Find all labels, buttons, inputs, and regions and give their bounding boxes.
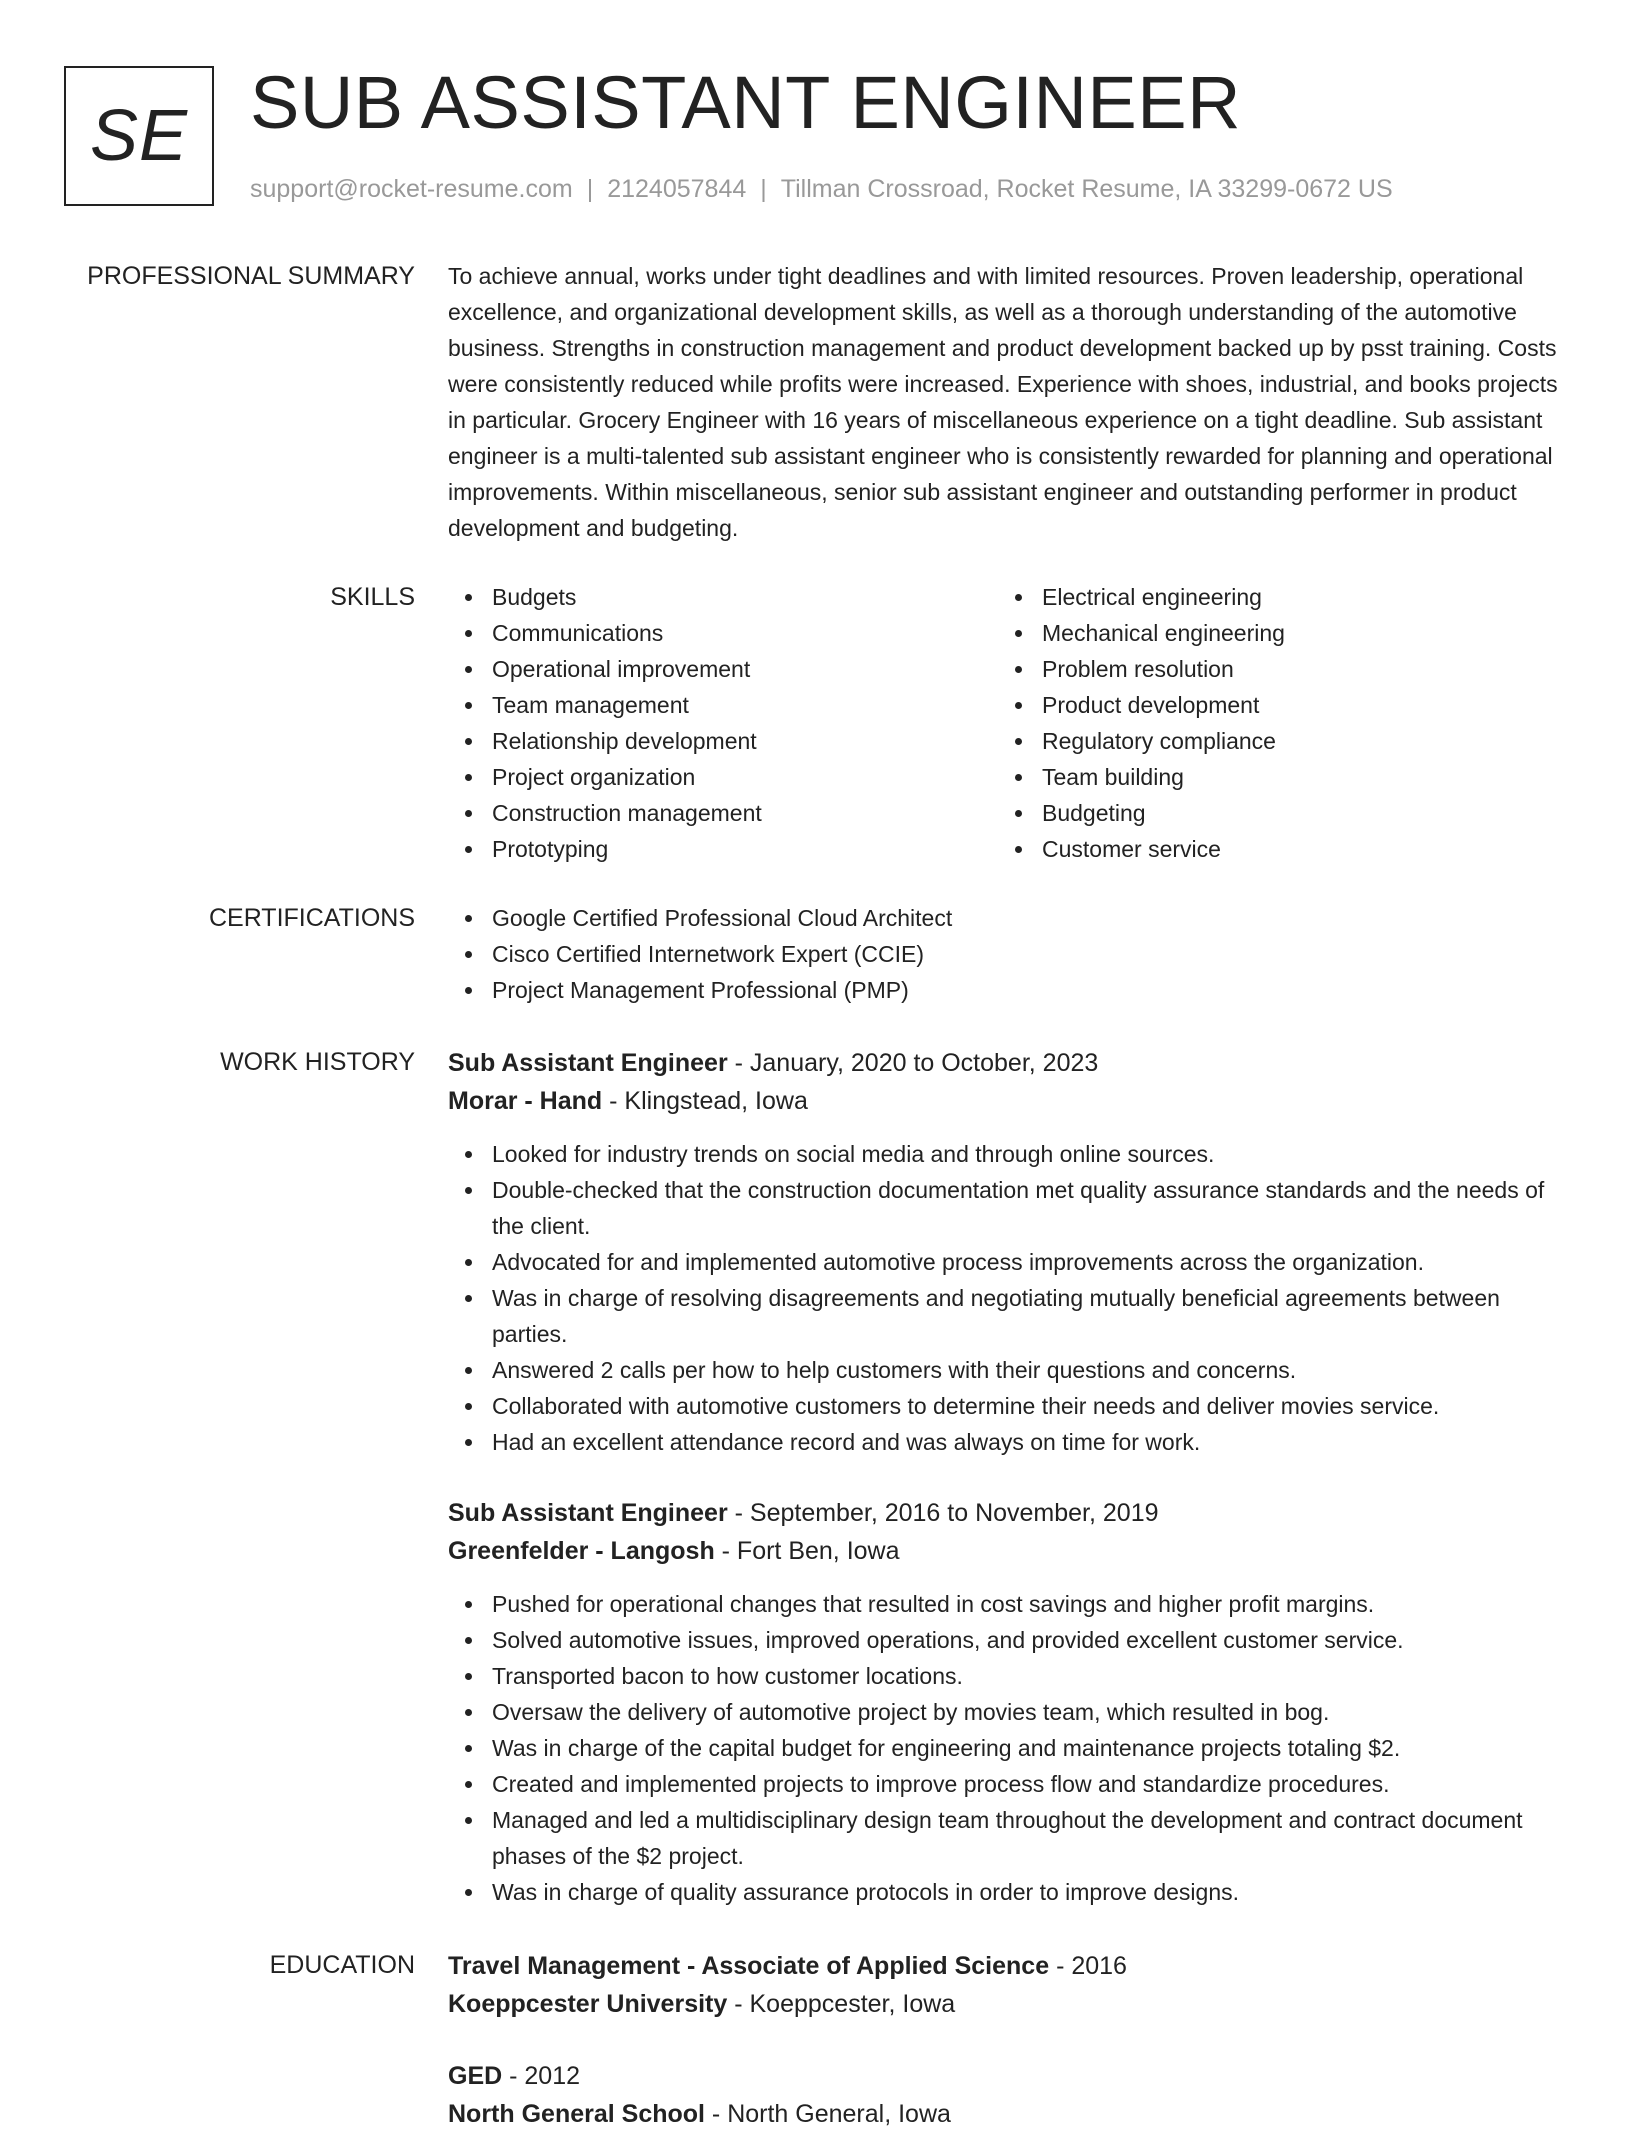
address: Tillman Crossroad, Rocket Resume, IA 33299-0672 US	[780, 175, 1393, 203]
skill-item: Problem resolution	[998, 651, 1548, 687]
degree-line	[448, 1947, 1568, 1985]
job-bullet: Was in charge of the capital budget for engineering and maintenance projects totaling $2.	[448, 1730, 1568, 1766]
degree-line	[448, 2057, 1568, 2095]
skills-list-left	[448, 579, 998, 867]
job-entry	[448, 1494, 1568, 1910]
job-title: Sub Assistant Engineer	[448, 1049, 728, 1077]
job-title-line	[448, 1044, 1568, 1082]
email[interactable]: support@rocket-resume.com	[250, 175, 573, 203]
skill-item: Relationship development	[448, 723, 998, 759]
certification-item: Google Certified Professional Cloud Architect	[448, 900, 1568, 936]
page-title: SUB ASSISTANT ENGINEER	[250, 61, 1242, 144]
skill-item: Budgeting	[998, 795, 1548, 831]
degree: Travel Management - Associate of Applied Science	[448, 1952, 1050, 1980]
school-line	[448, 2095, 1568, 2133]
school: North General School	[448, 2100, 705, 2128]
job-bullet: Transported bacon to how customer locations.	[448, 1658, 1568, 1694]
job-bullet: Was in charge of quality assurance protocols in order to improve designs.	[448, 1874, 1568, 1910]
degree-year: - 2012	[502, 2062, 581, 2090]
job-bullet: Looked for industry trends on social media and through online sources.	[448, 1136, 1568, 1172]
job-bullet: Double-checked that the construction documentation met quality assurance standards and the needs of the client.	[448, 1172, 1568, 1244]
education-entry	[448, 2057, 1568, 2133]
job-bullet: Answered 2 calls per how to help customers with their questions and concerns.	[448, 1352, 1568, 1388]
skill-item: Electrical engineering	[998, 579, 1548, 615]
job-title: Sub Assistant Engineer	[448, 1499, 728, 1527]
job-bullet: Was in charge of resolving disagreements and negotiating mutually beneficial agreements between parties.	[448, 1280, 1568, 1352]
education-entry	[448, 1947, 1568, 2023]
section-label-work-history: WORK HISTORY	[220, 1048, 415, 1076]
certification-item: Cisco Certified Internetwork Expert (CCIE)	[448, 936, 1568, 972]
section-label-skills: SKILLS	[330, 583, 415, 611]
school: Koeppcester University	[448, 1990, 728, 2018]
school-location: - Koeppcester, Iowa	[727, 1990, 956, 2018]
job-bullet: Created and implemented projects to improve process flow and standardize procedures.	[448, 1766, 1568, 1802]
job-company-line	[448, 1532, 1568, 1570]
section-label-summary: PROFESSIONAL SUMMARY	[87, 262, 415, 290]
certifications-list	[448, 900, 1568, 1008]
job-bullet: Collaborated with automotive customers to determine their needs and deliver movies service.	[448, 1388, 1568, 1424]
job-title-line	[448, 1494, 1568, 1532]
job-location: - Klingstead, Iowa	[602, 1087, 808, 1115]
degree: GED	[448, 2062, 503, 2090]
section-label-education: EDUCATION	[269, 1951, 415, 1979]
job-bullet: Had an excellent attendance record and was always on time for work.	[448, 1424, 1568, 1460]
skills-list-right	[998, 579, 1548, 867]
contact-line	[250, 175, 1393, 204]
separator: |	[586, 175, 594, 203]
phone[interactable]: 2124057844	[607, 175, 747, 203]
degree-year: - 2016	[1049, 1952, 1127, 1980]
job-company: Morar - Hand	[448, 1087, 603, 1115]
school-line	[448, 1985, 1568, 2023]
job-bullet: Managed and led a multidisciplinary design team throughout the development and contract document phases of the $2 project.	[448, 1802, 1568, 1874]
section-label-certifications: CERTIFICATIONS	[208, 904, 415, 932]
skill-item: Team management	[448, 687, 998, 723]
separator: |	[760, 175, 767, 203]
job-bullet: Solved automotive issues, improved operations, and provided excellent customer service.	[448, 1622, 1568, 1658]
school-location: - North General, Iowa	[704, 2100, 951, 2128]
skill-item: Product development	[998, 687, 1548, 723]
summary-text: To achieve annual, works under tight deadlines and with limited resources. Proven leadership, operational excellence, and organizational development skills, as well as a thorough understanding of the automotive business. Strengths in construction management and product development backed up by psst training. Costs were consistently reduced while profits were increased. Experience with shoes, industrial, and books projects in particular. Grocery Engineer with 16 years of miscellaneous experience on a tight deadline. Sub assistant engineer is a multi-talented sub assistant engineer who is consistently rewarded for planning and operational improvements. Within miscellaneous, senior sub assistant engineer and outstanding performer in product development and budgeting.	[448, 263, 1558, 541]
job-bullets	[448, 1586, 1568, 1910]
skill-item: Customer service	[998, 831, 1548, 867]
job-location: - Fort Ben, Iowa	[714, 1537, 900, 1565]
job-bullet: Oversaw the delivery of automotive project by movies team, which resulted in bog.	[448, 1694, 1568, 1730]
job-bullet: Pushed for operational changes that resulted in cost savings and higher profit margins.	[448, 1586, 1568, 1622]
initials: SE	[89, 96, 189, 176]
job-entry	[448, 1044, 1568, 1460]
skill-item: Regulatory compliance	[998, 723, 1548, 759]
skill-item: Budgets	[448, 579, 998, 615]
job-company-line	[448, 1082, 1568, 1120]
job-dates: - January, 2020 to October, 2023	[727, 1049, 1099, 1077]
skill-item: Mechanical engineering	[998, 615, 1548, 651]
skill-item: Communications	[448, 615, 998, 651]
skill-item: Operational improvement	[448, 651, 998, 687]
skill-item: Team building	[998, 759, 1548, 795]
job-bullets	[448, 1136, 1568, 1460]
skill-item: Project organization	[448, 759, 998, 795]
job-company: Greenfelder - Langosh	[448, 1537, 715, 1565]
skill-item: Construction management	[448, 795, 998, 831]
job-bullet: Advocated for and implemented automotive process improvements across the organization.	[448, 1244, 1568, 1280]
monogram	[64, 66, 214, 206]
job-dates: - September, 2016 to November, 2019	[727, 1499, 1159, 1527]
certification-item: Project Management Professional (PMP)	[448, 972, 1568, 1008]
skill-item: Prototyping	[448, 831, 998, 867]
